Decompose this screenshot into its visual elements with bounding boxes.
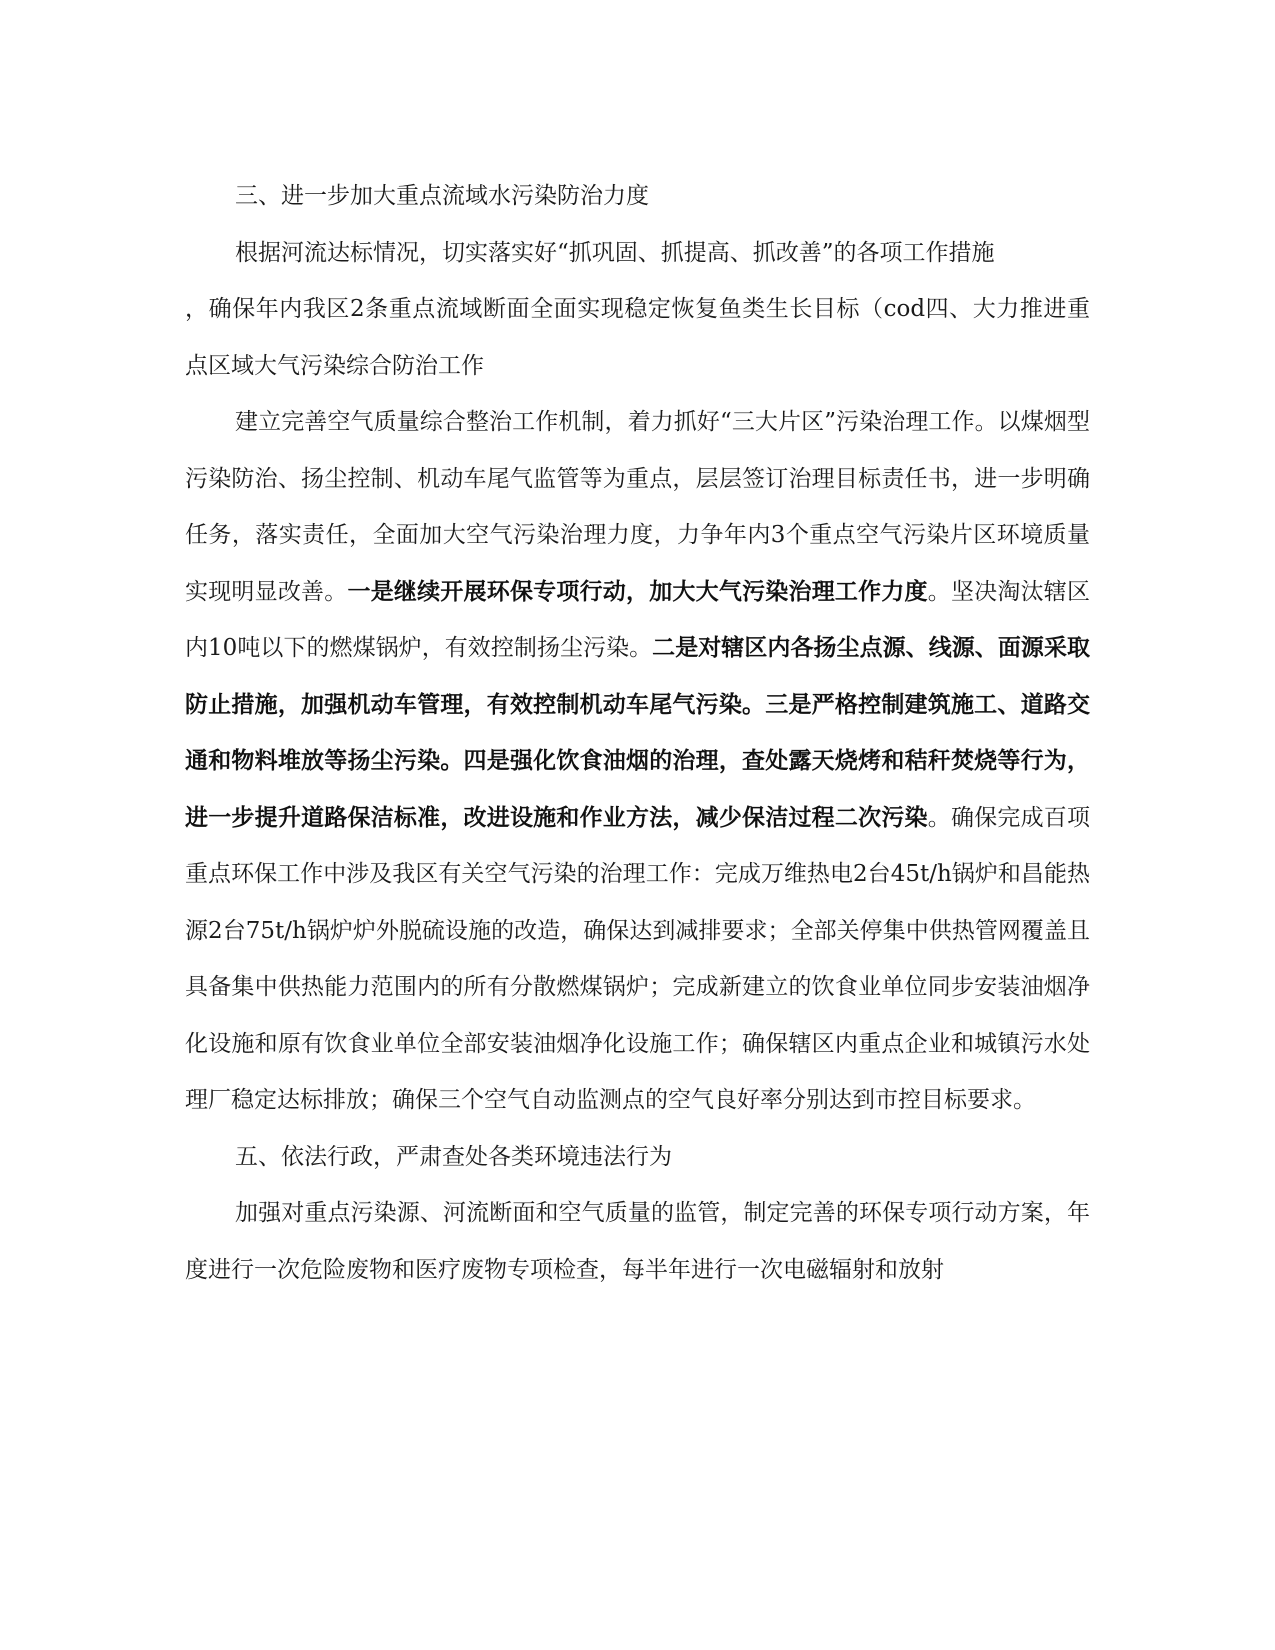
section-3-heading: 三、进一步加大重点流域水污染防治力度 [235,183,649,209]
section-4-text-2: 。确保完成百项重点环保工作中涉及我区有关空气污染的治理工作：完成万维热电2台45t/h锅炉和昌能热源2台75t/h锅炉炉外脱硫设施的改造，确保达到减排要求；全部关停集中供热管网覆盖且具备集中供热能力范围内的所有分散燃煤锅炉；完成新建立的饮食业单位同步安装油烟净化设施和原有饮食业单位全部安装油烟净化设施工作；确保辖区内重点企业和城镇污水处理厂稳定达标排放；确保三个空气自动监测点的空气良好率分别达到市控目标要求。 [185,804,1091,1113]
section-3-paragraph-continued: ，确保年内我区2条重点流域断面全面实现稳定恢复鱼类生长目标（cod四、大力推进重点区域大气污染综合防治工作 [185,296,1090,379]
section-3-paragraph: 根据河流达标情况，切实落实好“抓巩固、抓提高、抓改善”的各项工作措施 [235,239,995,266]
section-4-bold-measures-2-4: 二是对辖区内各扬尘点源、线源、面源采取防止措施，加强机动车管理，有效控制机动车尾气污染。三是严格控制建筑施工、道路交通和物料堆放等扬尘污染。四是强化饮食油烟的治理，查处露天烧烤和秸秆焚烧等行为，进一步提升道路保洁标准，改进设施和作业方法，减少保洁过程二次污染 [185,634,1090,831]
section-4-intro: 建立完善空气质量综合整治工作机制，着力抓好“三大片区”污染治理工作。以煤烟型污染防治、扬尘控制、机动车尾气监管等为重点，层层签订治理目标责任书，进一步明确任务，落实责任，全面加大空气污染治理力度，力争年内3个重点空气污染片区环境质量实现明显改善。 [185,409,1090,605]
section-4-bold-measure-1: 一是继续开展环保专项行动，加大大气污染治理工作力度 [347,577,928,605]
section-4-text-1: 。坚决淘汰辖区内10吨以下的燃煤锅炉，有效控制扬尘污染。 [185,578,1091,661]
section-5-heading: 五、依法行政，严肃查处各类环境违法行为 [235,1143,672,1170]
section-4-paragraph [185,394,1090,1129]
section-5-paragraph: 加强对重点污染源、河流断面和空气质量的监管，制定完善的环保专项行动方案，年度进行一次危险废物和医疗废物专项检查，每半年进行一次电磁辐射和放射 [185,1200,1090,1283]
document-page [185,168,1090,1298]
